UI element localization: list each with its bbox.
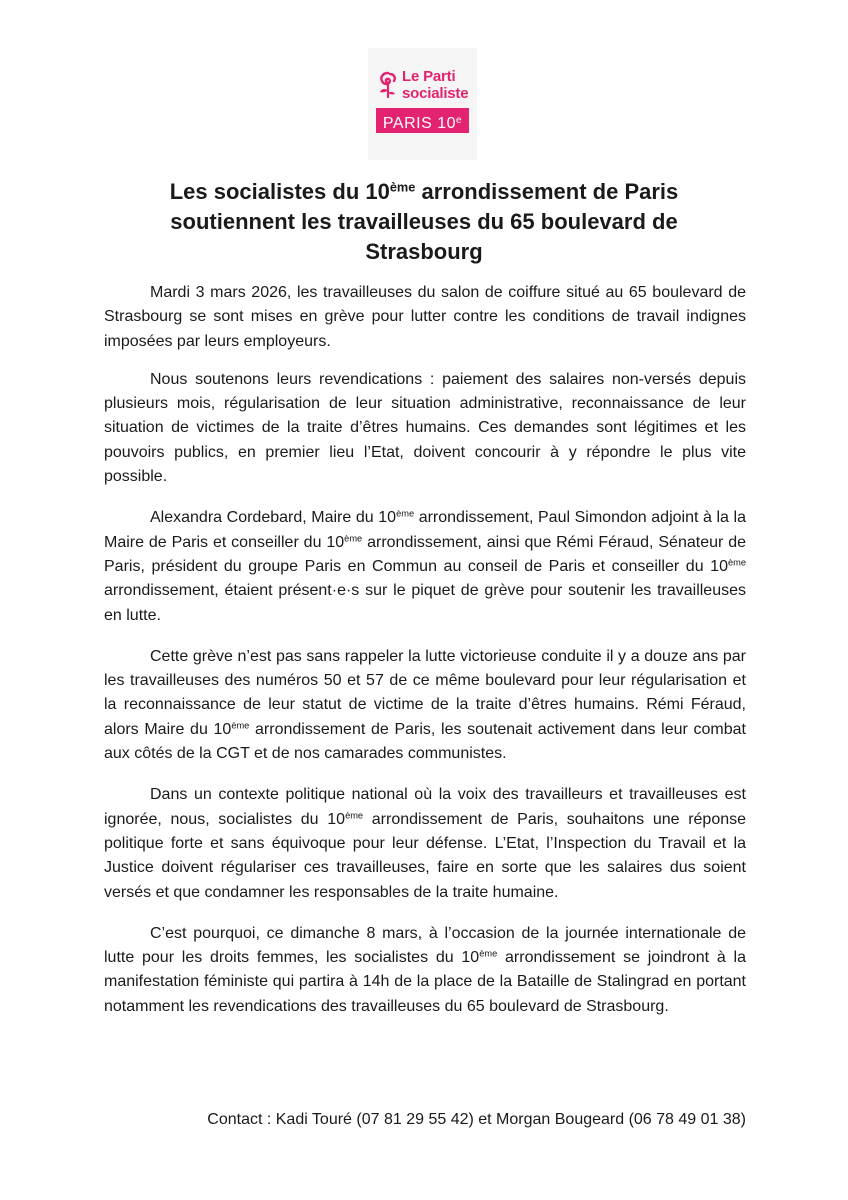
sup: ème — [344, 533, 363, 544]
title-sup: ème — [389, 179, 416, 195]
sup: ème — [727, 557, 746, 568]
paragraph-3-c: arrondissement, ainsi que Rémi Féraud, Sénateur de Paris, président du groupe Paris en Commun au conseil de Paris et conseiller du 10 — [104, 533, 747, 575]
paragraph-5-b: arrondissement de Paris, souhaitons une réponse politique forte et sans équivoque pour leur défense. L’Etat, l’Inspection du Travail et la Justice doivent régulariser ces travailleuses, faire en sorte que les salaires dus soient versés et que condamner les responsables de la traite humaine. — [104, 810, 747, 901]
title-part-1: Les socialistes du 10 — [169, 179, 390, 204]
party-logo — [368, 48, 477, 160]
paragraph-3 — [104, 506, 746, 627]
paragraph-6 — [104, 922, 746, 1019]
paragraph-4-a: Cette grève n’est pas sans rappeler la lutte victorieuse conduite il y a douze ans par les travailleuses des numéros 50 et 57 de ce même boulevard pour leur régularisation et la reconnaissance de leur statut de victime de la traite d’êtres humains. Rémi Féraud, alors Maire du 10 — [104, 647, 746, 738]
paragraph-4-b: arrondissement de Paris, les soutenait activement dans leur combat aux côtés de la CGT et de nos camarades communistes. — [104, 720, 746, 763]
logo-badge-sup: e — [456, 115, 463, 126]
sup: ème — [479, 948, 498, 959]
title-part-2: arrondissement de Paris soutiennent les travailleuses du 65 boulevard de Strasbourg — [170, 179, 679, 264]
paragraph-1: Mardi 3 mars 2026, les travailleuses du salon de coiffure situé au 65 boulevard de Strasbourg se sont mises en grève pour lutter contre les conditions de travail indignes imposées par leurs employeurs. — [104, 284, 746, 350]
paragraph-2: Nous soutenons leurs revendications : paiement des salaires non-versés depuis plusieurs mois, régularisation de leur situation administrative, reconnaissance de leur situation de victimes de la traite d’êtres humains. Ces demandes sont légitimes et les pouvoirs publics, en premier lieu l’Etat, doivent concourir à y répondre le plus vite possible. — [104, 370, 746, 486]
paragraph-4 — [104, 645, 746, 766]
paragraph-6-a: C’est pourquoi, ce dimanche 8 mars, à l’occasion de la journée internationale de lutte pour les droits femmes, les socialistes du 10 — [104, 924, 746, 967]
paragraph-5 — [104, 783, 746, 904]
paragraph-5-a: Dans un contexte politique national où la voix des travailleurs et travailleuses est ignorée, nous, socialistes du 10 — [104, 786, 746, 828]
rose-fist-icon — [377, 70, 399, 100]
paragraph-3-a: Alexandra Cordebard, Maire du 10 — [150, 509, 397, 527]
sup: ème — [396, 508, 415, 519]
logo-badge-text: PARIS 10 — [382, 115, 456, 132]
paragraph-3-b: arrondissement, Paul Simondon adjoint à la la Maire de Paris et conseiller du 10 — [104, 509, 747, 551]
paragraph-3-d: arrondissement, étaient présent·e·s sur le piquet de grève pour soutenir les travailleuses en lutte. — [104, 582, 746, 624]
paragraph-6-b: arrondissement se joindront à la manifestation féministe qui partira à 14h de la place de la Bataille de Stalingrad en portant notamment les revendications des travailleuses du 65 boulevard de Strasbourg. — [104, 949, 747, 1015]
sup: ème — [231, 720, 250, 731]
sup: ème — [345, 810, 364, 821]
logo-line-1: Le Parti — [402, 68, 456, 85]
document-body — [104, 281, 746, 1036]
logo-badge — [376, 108, 469, 133]
logo-line-2: socialiste — [402, 85, 469, 102]
contact-line: Contact : Kadi Touré (07 81 29 55 42) et Morgan Bougeard (06 78 49 01 38) — [207, 1111, 746, 1128]
document-title — [120, 177, 728, 267]
